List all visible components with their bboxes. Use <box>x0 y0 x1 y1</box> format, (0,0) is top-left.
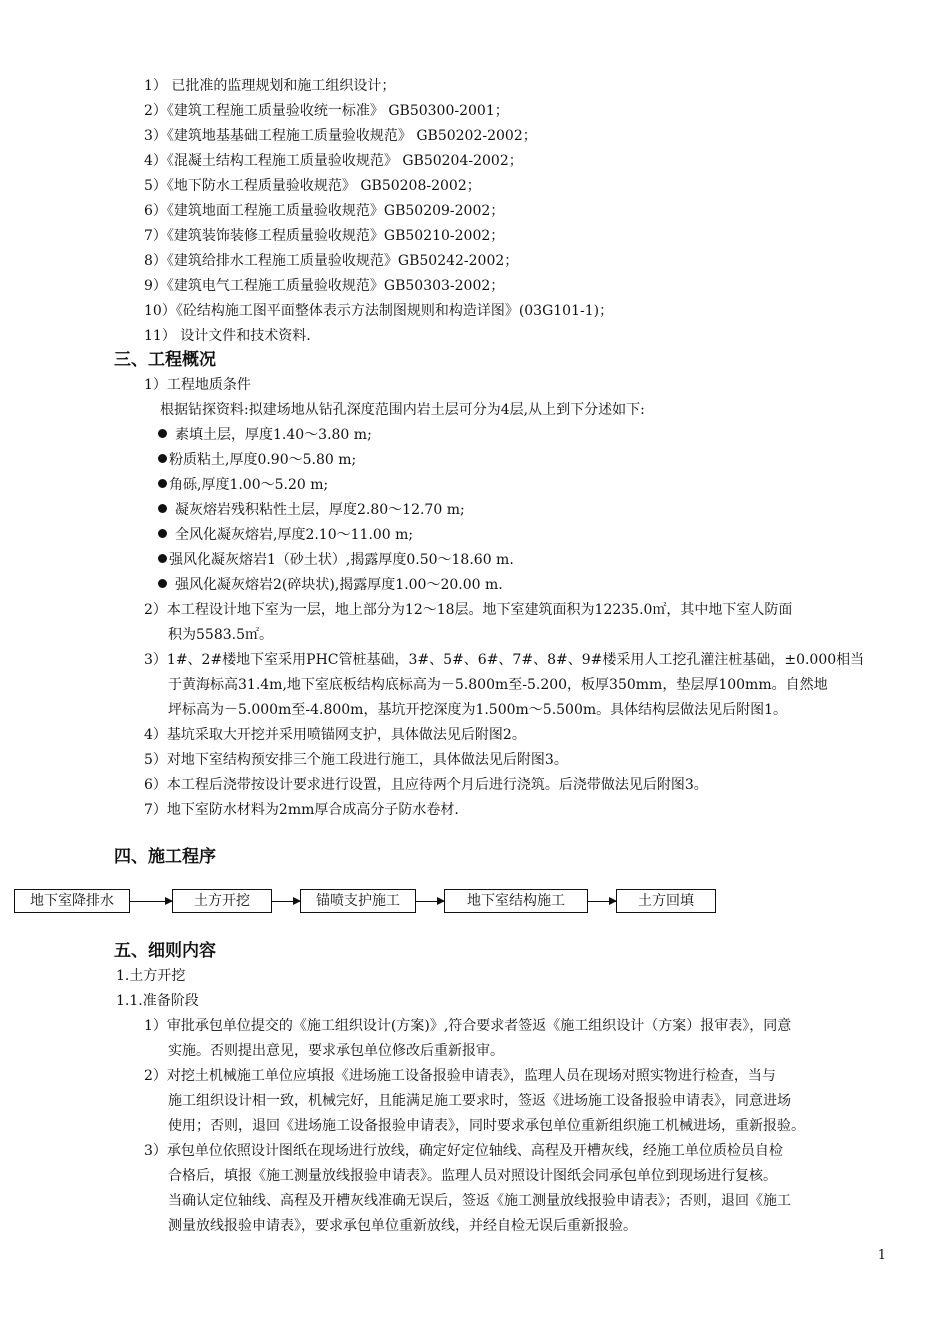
paragraph: 当确认定位轴线、高程及开槽灰线准确无误后，签返《施工测量放线报验申请表》；否则，退回《施工 <box>168 1193 791 1209</box>
bullet-icon <box>158 479 167 488</box>
subsection-title: 1.1.准备阶段 <box>116 993 199 1009</box>
reference-item: 8）《建筑给排水工程施工质量验收规范》GB50242-2002； <box>144 253 519 269</box>
subsection-title: 1.土方开挖 <box>116 968 186 984</box>
arrow-right-icon <box>588 901 616 902</box>
bullet-text: 凝灰熔岩残积粘性土层，厚度2.80～12.70 m; <box>175 502 465 518</box>
bullet-text: 角砾,厚度1.00～5.20 m; <box>169 477 329 493</box>
arrow-right-icon <box>416 901 444 902</box>
bullet-icon <box>158 579 167 588</box>
flow-step: 地下室降排水 <box>14 889 130 913</box>
reference-item: 6）《建筑地面工程施工质量验收规范》GB50209-2002； <box>144 203 505 219</box>
reference-item: 10）《砼结构施工图平面整体表示方法制图规则和构造详图》(03G101-1)； <box>144 303 614 319</box>
bullet-item <box>158 575 503 595</box>
paragraph: 实施。否则提出意见，要求承包单位修改后重新报审。 <box>168 1043 504 1059</box>
paragraph: 3）1#、2#楼地下室采用PHC管桩基础，3#、5#、6#、7#、8#、9#楼采用人工挖孔灌注桩基础，±0.000相当 <box>144 652 865 668</box>
paragraph: 积为5583.5㎡。 <box>168 627 273 643</box>
flow-step: 土方回填 <box>616 889 716 913</box>
bullet-item <box>158 550 514 570</box>
bullet-icon <box>158 529 167 538</box>
paragraph: 1）审批承包单位提交的《施工组织设计(方案)》,符合要求者签返《施工组织设计（方案）报审表》，同意 <box>144 1018 792 1034</box>
section-heading: 三、工程概况 <box>114 350 216 370</box>
paragraph: 7）地下室防水材料为2mm厚合成高分子防水卷材. <box>144 802 459 818</box>
flow-step: 地下室结构施工 <box>444 889 588 913</box>
reference-item: 4）《混凝土结构工程施工质量验收规范》 GB50204-2002； <box>144 153 523 169</box>
bullet-text: 全风化凝灰熔岩,厚度2.10～11.00 m; <box>175 527 414 543</box>
reference-item: 2）《建筑工程施工质量验收统一标准》 GB50300-2001； <box>144 103 509 119</box>
bullet-icon <box>158 454 167 463</box>
flow-step: 土方开挖 <box>172 889 272 913</box>
paragraph: 于黄海标高31.4m,地下室底板结构底标高为－5.800m至-5.200，板厚350mm，垫层厚100mm。自然地 <box>168 677 828 693</box>
section-heading: 五、细则内容 <box>114 941 216 961</box>
bullet-item <box>158 500 465 520</box>
paragraph: 6）本工程后浇带按设计要求进行设置，且应待两个月后进行浇筑。后浇带做法见后附图3。 <box>144 777 708 793</box>
reference-item: 7）《建筑装饰装修工程质量验收规范》GB50210-2002； <box>144 228 505 244</box>
paragraph: 5）对地下室结构预安排三个施工段进行施工，具体做法见后附图3。 <box>144 752 568 768</box>
paragraph: 根据钻探资料:拟建场地从钻孔深度范围内岩土层可分为4层,从上到下分述如下: <box>160 402 645 418</box>
reference-item: 3）《建筑地基基础工程施工质量验收规范》 GB50202-2002； <box>144 128 537 144</box>
paragraph: 2）对挖土机械施工单位应填报《进场施工设备报验申请表》，监理人员在现场对照实物进行检查，当与 <box>144 1068 776 1084</box>
paragraph: 测量放线报验申请表》，要求承包单位重新放线，并经自检无误后重新报验。 <box>168 1218 637 1234</box>
reference-item: 11） 设计文件和技术资料. <box>144 328 311 344</box>
section-heading: 四、施工程序 <box>114 847 216 867</box>
construction-flowchart <box>14 889 714 915</box>
bullet-text: 强风化凝灰熔岩1（砂土状）,揭露厚度0.50～18.60 m. <box>169 552 514 568</box>
bullet-icon <box>158 429 167 438</box>
bullet-icon <box>158 554 167 563</box>
bullet-item <box>158 475 328 495</box>
bullet-icon <box>158 504 167 513</box>
bullet-text: 粉质粘土,厚度0.90～5.80 m; <box>169 452 357 468</box>
reference-item: 9）《建筑电气工程施工质量验收规范》GB50303-2002； <box>144 278 505 294</box>
reference-item: 5）《地下防水工程质量验收规范》 GB50208-2002； <box>144 178 481 194</box>
paragraph: 3）承包单位依照设计图纸在现场进行放线，确定好定位轴线、高程及开槽灰线，经施工单位质检员自检 <box>144 1143 783 1159</box>
paragraph: 4）基坑采取大开挖并采用喷锚网支护，具体做法见后附图2。 <box>144 727 526 743</box>
bullet-item <box>158 525 413 545</box>
paragraph: 使用；否则，退回《进场施工设备报验申请表》，同时要求承包单位重新组织施工机械进场，重新报验。 <box>168 1118 805 1134</box>
arrow-right-icon <box>130 901 172 902</box>
bullet-text: 素填土层，厚度1.40～3.80 m; <box>175 427 372 443</box>
paragraph: 施工组织设计相一致，机械完好，且能满足施工要求时，签返《进场施工设备报验申请表》，同意进场 <box>168 1093 791 1109</box>
bullet-item <box>158 450 356 470</box>
flow-step: 锚喷支护施工 <box>300 889 416 913</box>
arrow-right-icon <box>272 901 300 902</box>
bullet-item <box>158 425 372 445</box>
paragraph: 合格后，填报《施工测量放线报验申请表》。监理人员对照设计图纸会同承包单位到现场进行复核。 <box>168 1168 777 1184</box>
bullet-text: 强风化凝灰熔岩2(碎块状),揭露厚度1.00～20.00 m. <box>175 577 503 593</box>
paragraph: 坪标高为－5.000m至-4.800m，基坑开挖深度为1.500m～5.500m。具体结构层做法见后附图1。 <box>168 702 788 718</box>
page-number: 1 <box>877 1248 886 1263</box>
subsection-title: 1）工程地质条件 <box>144 377 251 393</box>
paragraph: 2）本工程设计地下室为一层，地上部分为12～18层。地下室建筑面积为12235.0㎡，其中地下室人防面 <box>144 602 793 618</box>
reference-item: 1） 已批准的监理规划和施工组织设计； <box>144 78 396 94</box>
